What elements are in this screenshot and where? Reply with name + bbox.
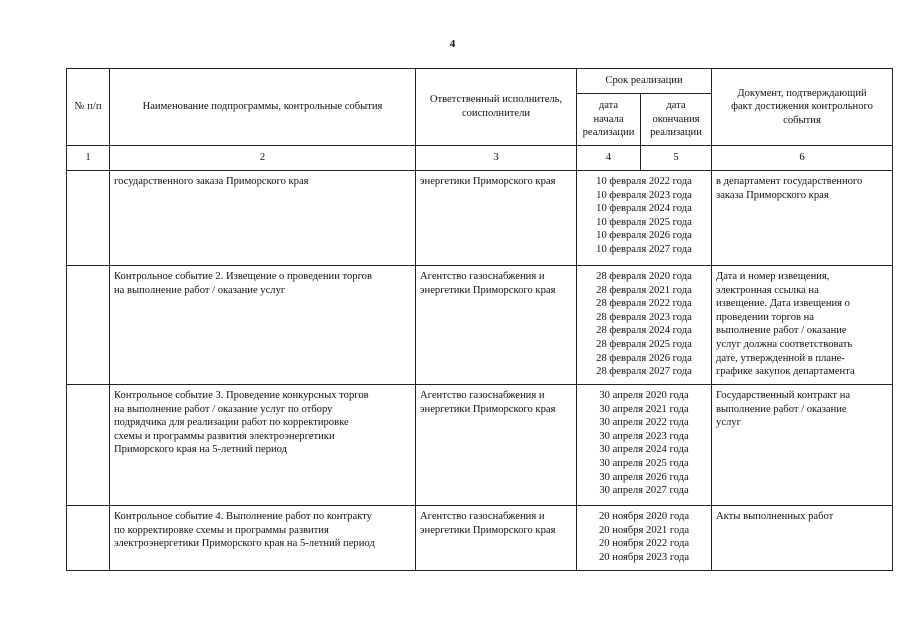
deadline-date: 20 ноября 2022 года — [598, 538, 690, 550]
table-row — [67, 506, 893, 571]
row-num-cell — [67, 266, 110, 385]
deadline-date: 28 февраля 2026 года — [596, 352, 692, 364]
column-number: 2 — [110, 146, 416, 171]
page-number: 4 — [449, 38, 456, 50]
row-responsible-cell: энергетики Приморского края — [416, 171, 577, 266]
column-number: 5 — [641, 146, 712, 171]
column-number: 6 — [712, 146, 893, 171]
row-responsible-cell: Агентство газоснабжения и энергетики Приморского края — [416, 266, 577, 385]
header-num: № п/п — [67, 69, 110, 146]
deadline-date: 10 февраля 2026 года — [596, 230, 692, 242]
deadline-date: 20 ноября 2021 года — [598, 524, 690, 536]
header-end-date: дата окончания реализации — [641, 94, 712, 146]
deadline-date: 28 февраля 2021 года — [596, 284, 692, 296]
header-period: Срок реализации — [577, 69, 712, 94]
deadline-date: 30 апреля 2024 года — [599, 444, 689, 456]
table-row — [67, 266, 893, 385]
deadline-date: 10 февраля 2025 года — [596, 216, 692, 228]
row-dates-cell — [577, 171, 712, 266]
header-name: Наименование подпрограммы, контрольные события — [110, 69, 416, 146]
column-number: 3 — [416, 146, 577, 171]
row-num-cell — [67, 171, 110, 266]
row-name-cell: Контрольное событие 2. Извещение о проведении торгов на выполнение работ / оказание услуг — [110, 266, 416, 385]
row-document-cell: Дата и номер извещения, электронная ссылка на извещение. Дата извещения о проведении торгов на выполнение работ / оказание услуг должна соответствовать дате, утвержденной в плане- графике закупок департамента — [712, 266, 893, 385]
row-name-cell: Контрольное событие 4. Выполнение работ по контракту по корректировке схемы и программы развития электроэнергетики Приморского края на 5-летний период — [110, 506, 416, 571]
deadline-date: 28 февраля 2020 года — [596, 271, 692, 282]
control-events-table — [66, 68, 893, 571]
row-responsible-cell: Агентство газоснабжения и энергетики Приморского края — [416, 506, 577, 571]
header-document: Документ, подтверждающий факт достижения контрольного события — [712, 69, 893, 146]
deadline-date: 28 февраля 2025 года — [596, 338, 692, 350]
deadline-date: 30 апреля 2026 года — [599, 471, 689, 483]
deadline-date: 20 ноября 2023 года — [598, 551, 690, 563]
deadline-date: 30 апреля 2022 года — [599, 417, 689, 429]
deadline-date: 30 апреля 2025 года — [599, 457, 689, 469]
header-start-date: дата начала реализации — [577, 94, 641, 146]
column-number: 1 — [67, 146, 110, 171]
column-number: 4 — [577, 146, 641, 171]
deadline-date: 30 апреля 2020 года — [599, 390, 689, 401]
deadline-date: 30 апреля 2021 года — [599, 403, 689, 415]
deadline-date: 10 февраля 2023 года — [596, 189, 692, 201]
row-responsible-cell: Агентство газоснабжения и энергетики Приморского края — [416, 385, 577, 506]
column-number-row — [67, 146, 893, 171]
deadline-date: 28 февраля 2027 года — [596, 366, 692, 378]
deadline-date: 28 февраля 2023 года — [596, 311, 692, 323]
deadline-date: 28 февраля 2024 года — [596, 325, 692, 337]
row-num-cell — [67, 385, 110, 506]
deadline-date: 20 ноября 2020 года — [598, 511, 690, 522]
row-document-cell: Государственный контракт на выполнение работ / оказание услуг — [712, 385, 893, 506]
deadline-date: 10 февраля 2024 года — [596, 203, 692, 215]
row-dates-cell — [577, 506, 712, 571]
deadline-date: 30 апреля 2027 года — [599, 485, 689, 497]
row-document-cell: Акты выполненных работ — [712, 506, 893, 571]
deadline-date: 30 апреля 2023 года — [599, 430, 689, 442]
row-dates-cell — [577, 266, 712, 385]
row-num-cell — [67, 506, 110, 571]
deadline-date: 10 февраля 2027 года — [596, 243, 692, 255]
row-document-cell: в департамент государственного заказа Приморского края — [712, 171, 893, 266]
deadline-date: 28 февраля 2022 года — [596, 298, 692, 310]
deadline-date: 10 февраля 2022 года — [596, 176, 692, 187]
header-responsible: Ответственный исполнитель, соисполнители — [416, 69, 577, 146]
table-row — [67, 385, 893, 506]
row-name-cell: Контрольное событие 3. Проведение конкурсных торгов на выполнение работ / оказание услуг по отбору подрядчика для реализации работ по корректировке схемы и программы развития электроэнергетики Приморского края на 5-летний период — [110, 385, 416, 506]
row-dates-cell — [577, 385, 712, 506]
table-row — [67, 171, 893, 266]
row-name-cell: государственного заказа Приморского края — [110, 171, 416, 266]
